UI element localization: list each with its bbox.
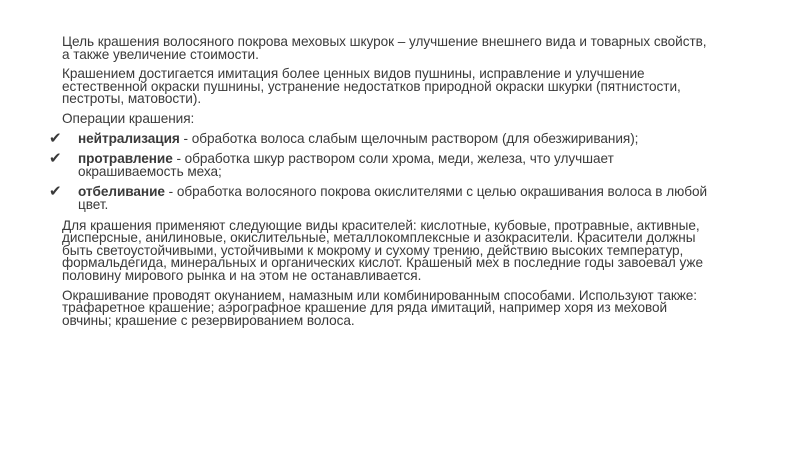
intro-paragraph-goal: Цель крашения волосяного покрова меховых шкурок – улучшение внешнего вида и товарных свойств, а также увеличение стоимости. — [62, 34, 707, 62]
methods-paragraph: Окрашивание проводят окунанием, намазным или комбинированным способами. Используют также: трафаретное крашение; аэрографное крашение для ряда имитаций, например хоря из меховой овчины; крашение с резервированием волоса. — [62, 287, 698, 328]
operation-description: - обработка волосяного покрова окислителями с целью окрашивания волоса в любой цвет. — [78, 184, 708, 212]
operations-list — [49, 129, 712, 212]
operation-term: отбеливание — [78, 184, 165, 200]
checkmark-icon: ✔ — [49, 183, 62, 201]
checkmark-icon: ✔ — [49, 129, 62, 147]
dyes-paragraph: Для крашения применяют следующие виды красителей: кислотные, кубовые, протравные, активные, дисперсные, анилиновые, окислительные, металлокомплексные и азокрасители. Красители должны быть светоустойчивыми, устойчивыми к мокрому и сухому трению, действию высоких температур, формальдегида, минеральных и органических кислот. Крашеный мех в последние годы завоевал уже половину мирового рынка и на этом не останавливается. — [62, 217, 703, 283]
slide-body — [49, 34, 712, 334]
operation-term: нейтрализация — [78, 130, 180, 146]
list-item — [49, 183, 712, 212]
list-item — [49, 150, 712, 179]
list-item — [49, 129, 712, 147]
operation-description: - обработка шкур раствором соли хрома, меди, железа, что улучшает окрашиваемость меха; — [78, 151, 614, 179]
operation-term: протравление — [78, 151, 173, 167]
operation-description: - обработка волоса слабым щелочным раствором (для обезжиривания); — [179, 130, 639, 146]
intro-paragraph-imitation: Крашением достигается имитация более ценных видов пушнины, исправление и улучшение естественной окраски пушнины, устранение недостатков природной окраски шкурки (пятнистости, пестроты, матовости). — [62, 66, 681, 107]
operations-heading: Операции крашения: — [62, 110, 195, 126]
checkmark-icon: ✔ — [49, 150, 62, 168]
